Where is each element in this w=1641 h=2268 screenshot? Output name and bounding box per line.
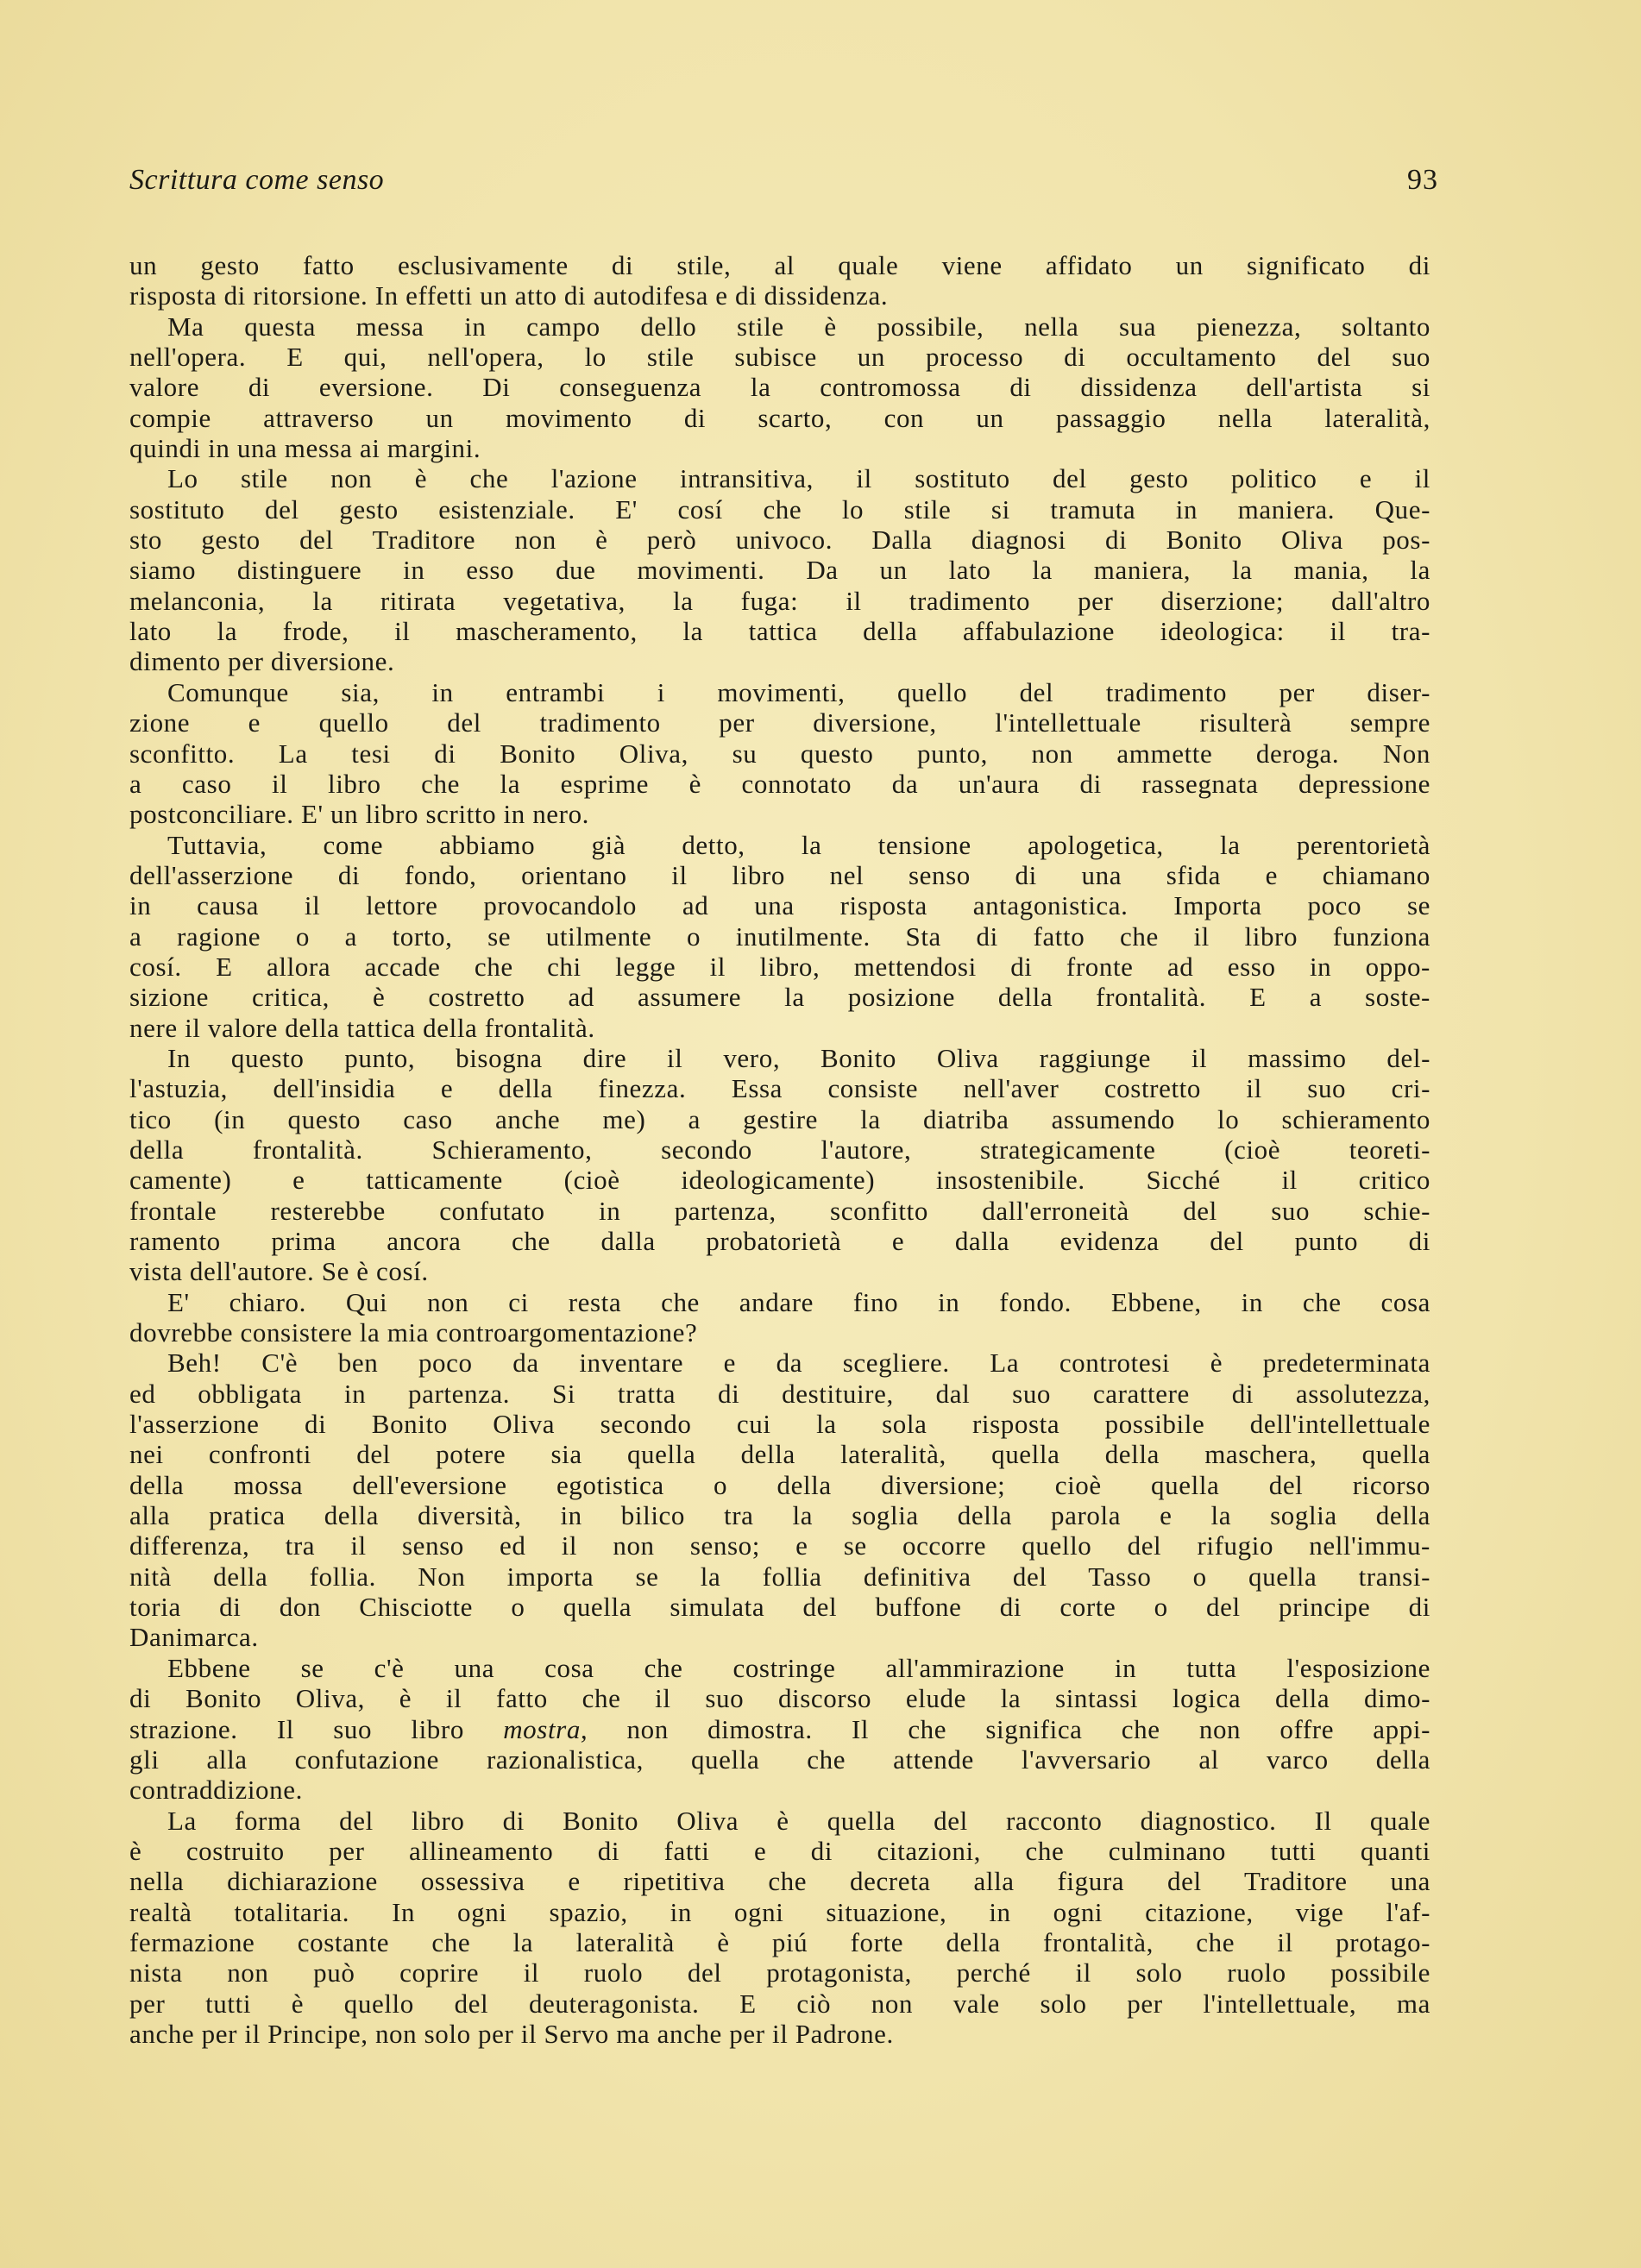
- text-line: La forma del libro di Bonito Oliva è quella del racconto diagnostico. Il quale: [167, 1805, 1430, 1836]
- text-line: fermazione costante che la lateralità è piú forte della frontalità, che il protago-: [129, 1926, 1430, 1957]
- text-line: Tuttavia, come abbiamo già detto, la tensione apologetica, la perentorietà: [167, 829, 1430, 860]
- text-line: valore di eversione. Di conseguenza la contromossa di dissidenza dell'artista si: [129, 372, 1430, 403]
- text-line: in causa il lettore provocandolo ad una risposta antagonistica. Importa poco se: [129, 890, 1430, 921]
- text-line: alla pratica della diversità, in bilico tra la soglia della parola e la soglia della: [129, 1500, 1430, 1531]
- running-title: Scrittura come senso: [129, 164, 385, 196]
- text-line: dovrebbe consistere la mia controargomentazione?: [129, 1317, 698, 1348]
- text-line: differenza, tra il senso ed il non senso; e se occorre quello del rifugio nell'immu-: [129, 1530, 1430, 1561]
- text-line: siamo distinguere in esso due movimenti. Da un lato la maniera, la mania, la: [129, 555, 1430, 586]
- text-line: vista dell'autore. Se è cosí.: [129, 1256, 429, 1287]
- text-line: In questo punto, bisogna dire il vero, Bonito Oliva raggiunge il massimo del-: [167, 1042, 1430, 1073]
- text-line: sto gesto del Traditore non è però univoco. Dalla diagnosi di Bonito Oliva pos-: [129, 525, 1430, 556]
- text-line: Beh! C'è ben poco da inventare e da scegliere. La controtesi è predeterminata: [167, 1348, 1430, 1379]
- text-line: anche per il Principe, non solo per il Servo ma anche per il Padrone.: [129, 2018, 894, 2049]
- text-line: ramento prima ancora che dalla probatorietà e dalla evidenza del punto di: [129, 1226, 1430, 1256]
- text-line: quindi in una messa ai margini.: [129, 433, 481, 464]
- text-line: un gesto fatto esclusivamente di stile, al quale viene affidato un significato di: [129, 250, 1430, 280]
- text-line: sostituto del gesto esistenziale. E' cosí che lo stile si tramuta in maniera. Que-: [129, 493, 1430, 525]
- text-line: nere il valore della tattica della frontalità.: [129, 1012, 595, 1043]
- text-line: a ragione o a torto, se utilmente o inutilmente. Sta di fatto che il libro funziona: [129, 920, 1430, 952]
- text-line: risposta di ritorsione. In effetti un atto di autodifesa e di dissidenza.: [129, 280, 889, 311]
- text-line: della frontalità. Schieramento, secondo l'autore, strategicamente (cioè teoreti-: [129, 1134, 1430, 1165]
- text-line: nità della follia. Non importa se la follia definitiva del Tasso o quella transi-: [129, 1561, 1430, 1592]
- text-line: postconciliare. E' un libro scritto in nero.: [129, 799, 590, 830]
- text-line: contraddizione.: [129, 1775, 303, 1806]
- text-line: dimento per diversione.: [129, 646, 395, 677]
- text-line: nell'opera. E qui, nell'opera, lo stile subisce un processo di occultamento del suo: [129, 342, 1430, 373]
- text-segment: strazione. Il suo libro: [129, 1713, 504, 1744]
- text-line: toria di don Chisciotte o quella simulata del buffone di corte o del principe di: [129, 1592, 1430, 1623]
- text-line: nella dichiarazione ossessiva e ripetitiva che decreta alla figura del Traditore una: [129, 1866, 1430, 1897]
- text-line: lato la frode, il mascheramento, la tattica della affabulazione ideologica: il tra-: [129, 616, 1430, 647]
- italic-emphasis: mostra,: [503, 1713, 588, 1744]
- text-line: Lo stile non è che l'azione intransitiva, il sostituto del gesto politico e il: [167, 463, 1430, 494]
- running-head: [129, 164, 1438, 202]
- text-line: E' chiaro. Qui non ci resta che andare fino in fondo. Ebbene, in che cosa: [167, 1286, 1430, 1317]
- text-line: camente) e tatticamente (cioè ideologicamente) insostenibile. Sicché il critico: [129, 1165, 1430, 1196]
- text-line: compie attraverso un movimento di scarto, con un passaggio nella lateralità,: [129, 402, 1430, 433]
- text-line: ed obbligata in partenza. Si tratta di destituire, dal suo carattere di assolutezza,: [129, 1378, 1430, 1409]
- text-line: sconfitto. La tesi di Bonito Oliva, su questo punto, non ammette deroga. Non: [129, 738, 1430, 769]
- text-line: Ebbene se c'è una cosa che costringe all'ammirazione in tutta l'esposizione: [167, 1652, 1430, 1683]
- text-line: sizione critica, è costretto ad assumere la posizione della frontalità. E a soste-: [129, 982, 1430, 1013]
- text-line: per tutti è quello del deuteragonista. E ciò non vale solo per l'intellettuale, ma: [129, 1988, 1430, 2019]
- text-line: Comunque sia, in entrambi i movimenti, quello del tradimento per diser-: [167, 676, 1430, 707]
- text-line: nei confronti del potere sia quella della lateralità, quella della maschera, quella: [129, 1439, 1430, 1470]
- text-line: nista non può coprire il ruolo del protagonista, perché il solo ruolo possibile: [129, 1957, 1430, 1988]
- text-line: gli alla confutazione razionalistica, quella che attende l'avversario al varco della: [129, 1743, 1430, 1775]
- text-line: realtà totalitaria. In ogni spazio, in ogni situazione, in ogni citazione, vige l'af-: [129, 1896, 1430, 1927]
- text-line: l'asserzione di Bonito Oliva secondo cui la sola risposta possibile dell'intellettuale: [129, 1409, 1430, 1440]
- text-line: tico (in questo caso anche me) a gestire la diatriba assumendo lo schieramento: [129, 1103, 1430, 1134]
- text-line: a caso il libro che la esprime è connotato da un'aura di rassegnata depressione: [129, 768, 1430, 799]
- text-line: melanconia, la ritirata vegetativa, la fuga: il tradimento per diserzione; dall'altro: [129, 585, 1430, 616]
- body-text: [129, 250, 1430, 2049]
- text-line: Ma questa messa in campo dello stile è possibile, nella sua pienezza, soltanto: [167, 311, 1430, 342]
- text-line: zione e quello del tradimento per diversione, l'intellettuale risulterà sempre: [129, 707, 1430, 738]
- text-line: di Bonito Oliva, è il fatto che il suo discorso elude la sintassi logica della dimo-: [129, 1683, 1430, 1714]
- page-number: 93: [1407, 164, 1438, 196]
- text-line-mixed: [129, 1714, 1430, 1744]
- text-line: dell'asserzione di fondo, orientano il libro nel senso di una sfida e chiamano: [129, 859, 1430, 890]
- text-line: cosí. E allora accade che chi legge il libro, mettendosi di fronte ad esso in oppo-: [129, 951, 1430, 982]
- text-line: è costruito per allineamento di fatti e di citazioni, che culminano tutti quanti: [129, 1835, 1430, 1866]
- text-line: l'astuzia, dell'insidia e della finezza. Essa consiste nell'aver costretto il suo cri-: [129, 1073, 1430, 1104]
- text-line: della mossa dell'eversione egotistica o della diversione; cioè quella del ricorso: [129, 1469, 1430, 1500]
- text-line: Danimarca.: [129, 1622, 259, 1653]
- text-segment: non dimostra. Il che significa che non offre appi-: [588, 1713, 1431, 1744]
- text-line: frontale resterebbe confutato in partenza, sconfitto dall'erroneità del suo schie-: [129, 1195, 1430, 1226]
